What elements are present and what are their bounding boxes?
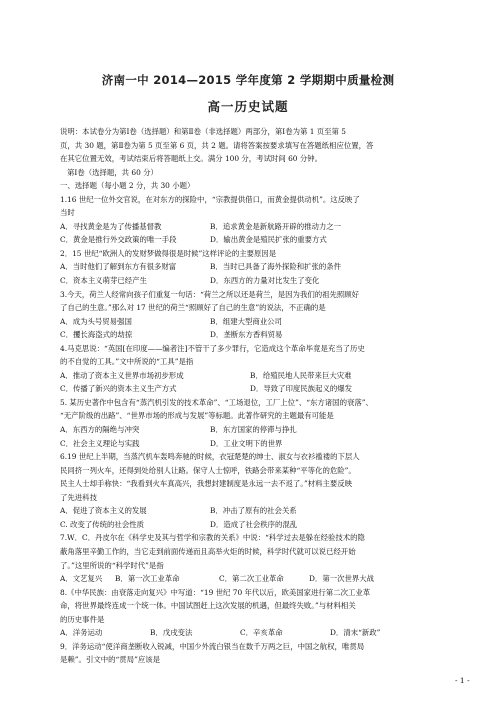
answer-option: D．东西方的力量对比发生了变化 — [210, 276, 320, 286]
exam-title: 济南一中 2014—2015 学年度第 2 学期期中质量检测 — [101, 73, 395, 87]
exam-body — [60, 125, 442, 667]
exam-subtitle: 高一历史试题 — [207, 99, 289, 114]
answer-options-row — [60, 572, 442, 586]
answer-option: C．社会主义理论与实践 — [60, 438, 140, 448]
text-line: 说明：本试卷分为第Ⅰ卷（选择题）和第Ⅱ卷（非选择题）两部分，第Ⅰ卷为第 1 页至第 5 — [60, 127, 346, 136]
answer-option: A．成为头号贸易强国 — [60, 316, 132, 326]
answer-option: B．第一次工业革命 — [115, 574, 180, 584]
answer-option: D．工业文明下的世界 — [210, 438, 283, 448]
answer-option: B．东方国家的停滞与挣扎 — [210, 425, 297, 435]
text-line: 民同挤一列火车，还得到处给别人让路。保守人士惊呼，铁路会带来某种“平等化的危险”。 — [60, 465, 356, 475]
text-line: 3.今天，荷兰人经常向孩子们重复一句话：“荷兰之所以还是荷兰，是因为我们的祖先照顾好 — [60, 289, 360, 299]
text-line: 8.《中华民族：由衰落走向复兴》中写道：“19 世纪 70 年代以后，欧美国家进行第二次工业革 — [60, 587, 371, 597]
answer-option: D．第一次世界大战 — [309, 574, 375, 584]
answer-option: D．导致了印度民族起义的爆发 — [250, 384, 353, 394]
answer-options-row — [60, 274, 442, 288]
text-line: 当时 — [60, 208, 75, 218]
answer-option: B．戊戌变法 — [150, 628, 193, 638]
answer-option: B．当时已具备了海外探险和扩张的条件 — [210, 262, 342, 272]
answer-options-row — [60, 220, 442, 234]
answer-option: A．东西方的隔绝与冲突 — [60, 425, 140, 435]
text-line: 了自己的生意。”那么对 17 世纪的荷兰“照顾好了自己的生意”的说法，不正确的是 — [60, 303, 326, 313]
answer-options-row — [60, 382, 442, 396]
answer-option: A．促进了资本主义的发展 — [60, 506, 147, 516]
answer-option: C．传播了新兴的资本主义生产方式 — [60, 384, 177, 394]
answer-options-row — [60, 626, 442, 640]
text-line: 一、选择题（每小题 2 分，共 30 小题） — [60, 181, 195, 191]
text-line: 4.马克思说：“英国[在印度——编者注]不管干了多少罪行，它造成这个革命毕竟是充当了历史 — [60, 343, 365, 353]
answer-option: A．洋务运动 — [60, 628, 103, 638]
text-line: “无产阶级的出路”、“世界市场的形成与发展”等标题。此著作研究的主题最有可能是 — [60, 411, 334, 421]
answer-options-row — [60, 315, 442, 329]
text-line: 7.W．C．丹皮尔在《科学史及其与哲学和宗教的关系》中说：“科学过去是躲在经验技术的隐 — [60, 533, 365, 543]
answer-options-row — [60, 260, 442, 274]
text-line: 了先进科技 — [60, 492, 97, 502]
text-line: 是赖”。引文中的“贯局”应该是 — [60, 655, 161, 665]
answer-option: A．寻找黄金是为了传播基督教 — [60, 221, 162, 231]
answer-options-row — [60, 328, 442, 342]
text-line: 5. 某历史著作中包含有“蒸汽机引发的技术革命”、“工场退位，工厂上位”、“东方诸国的衰落”、 — [60, 397, 373, 407]
answer-options-row — [60, 518, 442, 532]
answer-option: C. 改变了传统的社会性质 — [60, 519, 144, 529]
answer-option: B．冲击了原有的社会关系 — [210, 506, 297, 516]
answer-option: D．造成了社会秩序的混乱 — [210, 519, 298, 529]
answer-option: A．文艺复兴 — [60, 574, 103, 584]
text-line: 了。”这里所说的“科学时代”是指 — [60, 560, 164, 570]
text-line: 的历史事件是 — [60, 614, 105, 624]
text-line: 2．15 世纪“欧洲人的发财梦做得很是时候”这样评论的主要原因是 — [60, 248, 277, 258]
answer-option: B．追求黄金是新航路开辟的推动力之一 — [210, 221, 342, 231]
answer-option: B．组建大型商业公司 — [210, 316, 282, 326]
text-line: 命，将世界最终连成一个统一体。中国试图赶上这次发展的机遇，但最终失败。”与材料相关 — [60, 601, 356, 611]
text-line: 的不自觉的工具。”文中所说的“工具”是指 — [60, 357, 194, 367]
text-line: 6.19 世纪上半期，当蒸汽机车轰鸣奔驰的时候，衣冠楚楚的绅士、淑女与衣衫褴褛的下层人 — [60, 452, 360, 462]
answer-option: C．第二次工业革命 — [219, 574, 284, 584]
answer-option: C．攫长海盗式的劫掠 — [60, 330, 133, 340]
answer-option: A．当时他们了解到东方有很多财富 — [60, 262, 177, 272]
page-number: - 1 - — [455, 676, 470, 685]
answer-options-row — [60, 423, 442, 437]
answer-option: D．垄断东方香料贸易 — [210, 330, 283, 340]
text-line: 1.16 世纪一位外交官说，在对东方的探险中，“宗教提供借口，而黄金提供动机”。这反映了 — [60, 194, 360, 204]
text-line: 民主人士却手称快：“我看到火车真高兴，我想封建制度是永远一去不返了。”材料主要反映 — [60, 479, 353, 489]
text-line: 蔽角落里辛勤工作的，当它走到前面传递而且高举火炬的时候，科学时代就可以说已经开始 — [60, 546, 356, 556]
answer-option: D．输出黄金是殖民扩张的重要方式 — [210, 235, 327, 245]
answer-option: C．黄金是推行外交政策的唯一手段 — [60, 235, 177, 245]
answer-option: C．资本主义萌芽已经产生 — [60, 276, 147, 286]
text-line: 在其它位置无效，考试结束后将答题纸上交。满分 100 分，考试时间 60 分钟。 — [60, 154, 323, 164]
answer-option: B．给殖民地人民带来巨大灾难 — [250, 370, 352, 380]
answer-options-row — [60, 437, 442, 451]
answer-option: C．辛亥革命 — [240, 628, 283, 638]
text-line: 页，共 30 题，第Ⅱ卷为第 5 页至第 6 页，共 2 题。请将答案按要求填写在答题纸相应位置，答 — [60, 140, 374, 150]
text-line: 9．洋务运动“使洋商垄断收入锐减，中国少外流白银当在数千万两之巨，中国之航权，唯贯局 — [60, 641, 365, 651]
answer-options-row — [60, 233, 442, 247]
answer-options-row — [60, 504, 442, 518]
section-heading: 第Ⅰ卷（选择题，共 60 分） — [67, 167, 158, 177]
answer-option: A．推动了资本主义世界市场初步形成 — [60, 370, 184, 380]
answer-option: D．清末“新政” — [330, 628, 381, 638]
answer-options-row — [60, 369, 442, 383]
